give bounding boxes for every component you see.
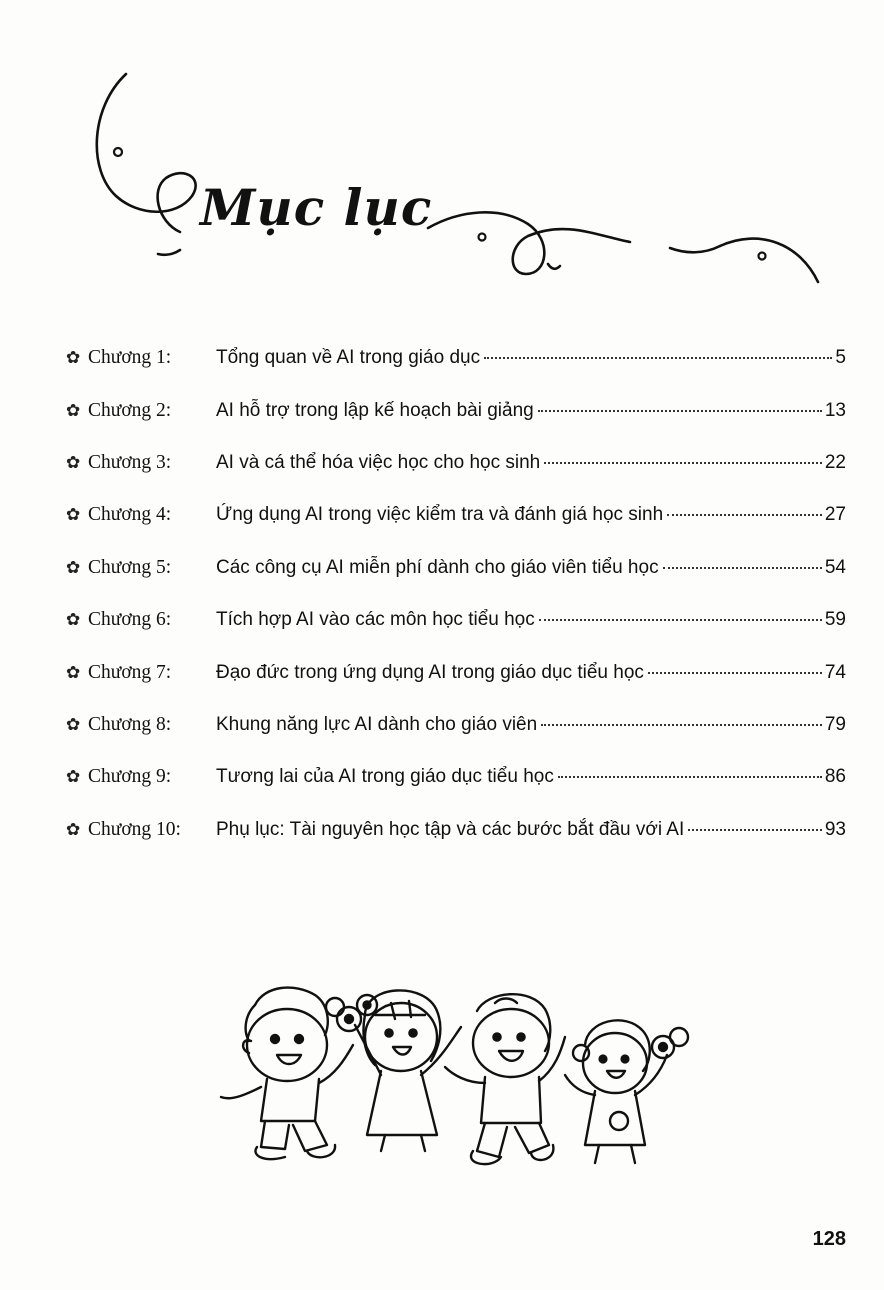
toc-row[interactable] <box>66 804 846 856</box>
toc-chapter-label: Chương 6: <box>88 609 172 631</box>
toc-row[interactable] <box>66 542 846 594</box>
toc-page-number: 27 <box>824 504 846 526</box>
page-title: Mục lục <box>200 178 433 237</box>
toc-entry-title: Các công cụ AI miễn phí dành cho giáo viên tiểu học <box>216 556 659 578</box>
flower-icon: ✿ <box>66 348 81 369</box>
toc-chapter-label: Chương 1: <box>88 347 172 369</box>
dot-leader <box>558 776 822 778</box>
toc-page-number: 13 <box>824 399 846 421</box>
toc-page-number: 86 <box>824 766 846 788</box>
toc-page-number: 54 <box>824 556 846 578</box>
toc-page-number: 74 <box>824 661 846 683</box>
toc-chapter-label: Chương 3: <box>88 451 172 473</box>
dot-leader <box>539 619 822 621</box>
toc-row[interactable] <box>66 489 846 541</box>
dot-leader <box>538 410 822 412</box>
toc-page-number: 93 <box>824 818 846 840</box>
toc-entry-title: Ứng dụng AI trong việc kiểm tra và đánh giá học sinh <box>216 504 664 526</box>
flower-icon: ✿ <box>66 767 81 788</box>
dot-leader <box>667 514 822 516</box>
toc-entry-title: Tương lai của AI trong giáo dục tiểu học <box>216 766 554 788</box>
kid-boy-left <box>221 988 353 1160</box>
toc-row[interactable] <box>66 437 846 489</box>
toc-chapter-label: Chương 4: <box>88 504 172 526</box>
flower-icon: ✿ <box>66 714 81 735</box>
toc-entry-title: AI hỗ trợ trong lập kế hoạch bài giảng <box>216 399 534 421</box>
dot-leader <box>544 462 822 464</box>
toc-page-number: 59 <box>824 609 846 631</box>
flower-icon: ✿ <box>66 400 81 421</box>
toc-chapter-label: Chương 7: <box>88 661 172 683</box>
toc-chapter-label: Chương 10: <box>88 818 181 840</box>
toc-page-number: 22 <box>824 451 846 473</box>
toc-row[interactable] <box>66 646 846 698</box>
toc-page-number: 5 <box>835 347 846 369</box>
kid-girl-right <box>565 1020 688 1163</box>
kid-boy-right <box>445 994 565 1164</box>
toc-entry-title: Phụ lục: Tài nguyên học tập và các bước bắt đầu với AI <box>216 818 685 840</box>
toc-row[interactable] <box>66 384 846 436</box>
dot-leader <box>484 357 832 359</box>
toc-entry-title: Tích hợp AI vào các môn học tiểu học <box>216 609 535 631</box>
flower-icon: ✿ <box>66 557 81 578</box>
toc-chapter-label: Chương 2: <box>88 399 172 421</box>
table-of-contents <box>66 332 846 856</box>
title-swirl-decoration <box>80 60 840 300</box>
toc-row[interactable] <box>66 594 846 646</box>
toc-chapter-label: Chương 8: <box>88 713 172 735</box>
toc-entry-title: Đạo đức trong ứng dụng AI trong giáo dục tiểu học <box>216 661 644 683</box>
page-number: 128 <box>812 1228 846 1250</box>
toc-row[interactable] <box>66 332 846 384</box>
toc-entry-title: AI và cá thể hóa việc học cho học sinh <box>216 451 541 473</box>
toc-chapter-label: Chương 5: <box>88 556 172 578</box>
flower-icon: ✿ <box>66 819 81 840</box>
children-illustration <box>215 975 695 1185</box>
dot-leader <box>541 724 822 726</box>
dot-leader <box>663 567 822 569</box>
flower-icon: ✿ <box>66 662 81 683</box>
flower-icon: ✿ <box>66 452 81 473</box>
toc-row[interactable] <box>66 699 846 751</box>
flower-icon: ✿ <box>66 505 81 526</box>
toc-page-number: 79 <box>824 713 846 735</box>
toc-row[interactable] <box>66 751 846 803</box>
dot-leader <box>688 829 822 831</box>
toc-entry-title: Tổng quan về AI trong giáo dục <box>216 347 481 369</box>
title-block <box>80 60 840 300</box>
flower-icon: ✿ <box>66 610 81 631</box>
dot-leader <box>648 672 822 674</box>
toc-chapter-label: Chương 9: <box>88 766 172 788</box>
kid-girl-flowers <box>326 990 461 1151</box>
toc-entry-title: Khung năng lực AI dành cho giáo viên <box>216 713 538 735</box>
